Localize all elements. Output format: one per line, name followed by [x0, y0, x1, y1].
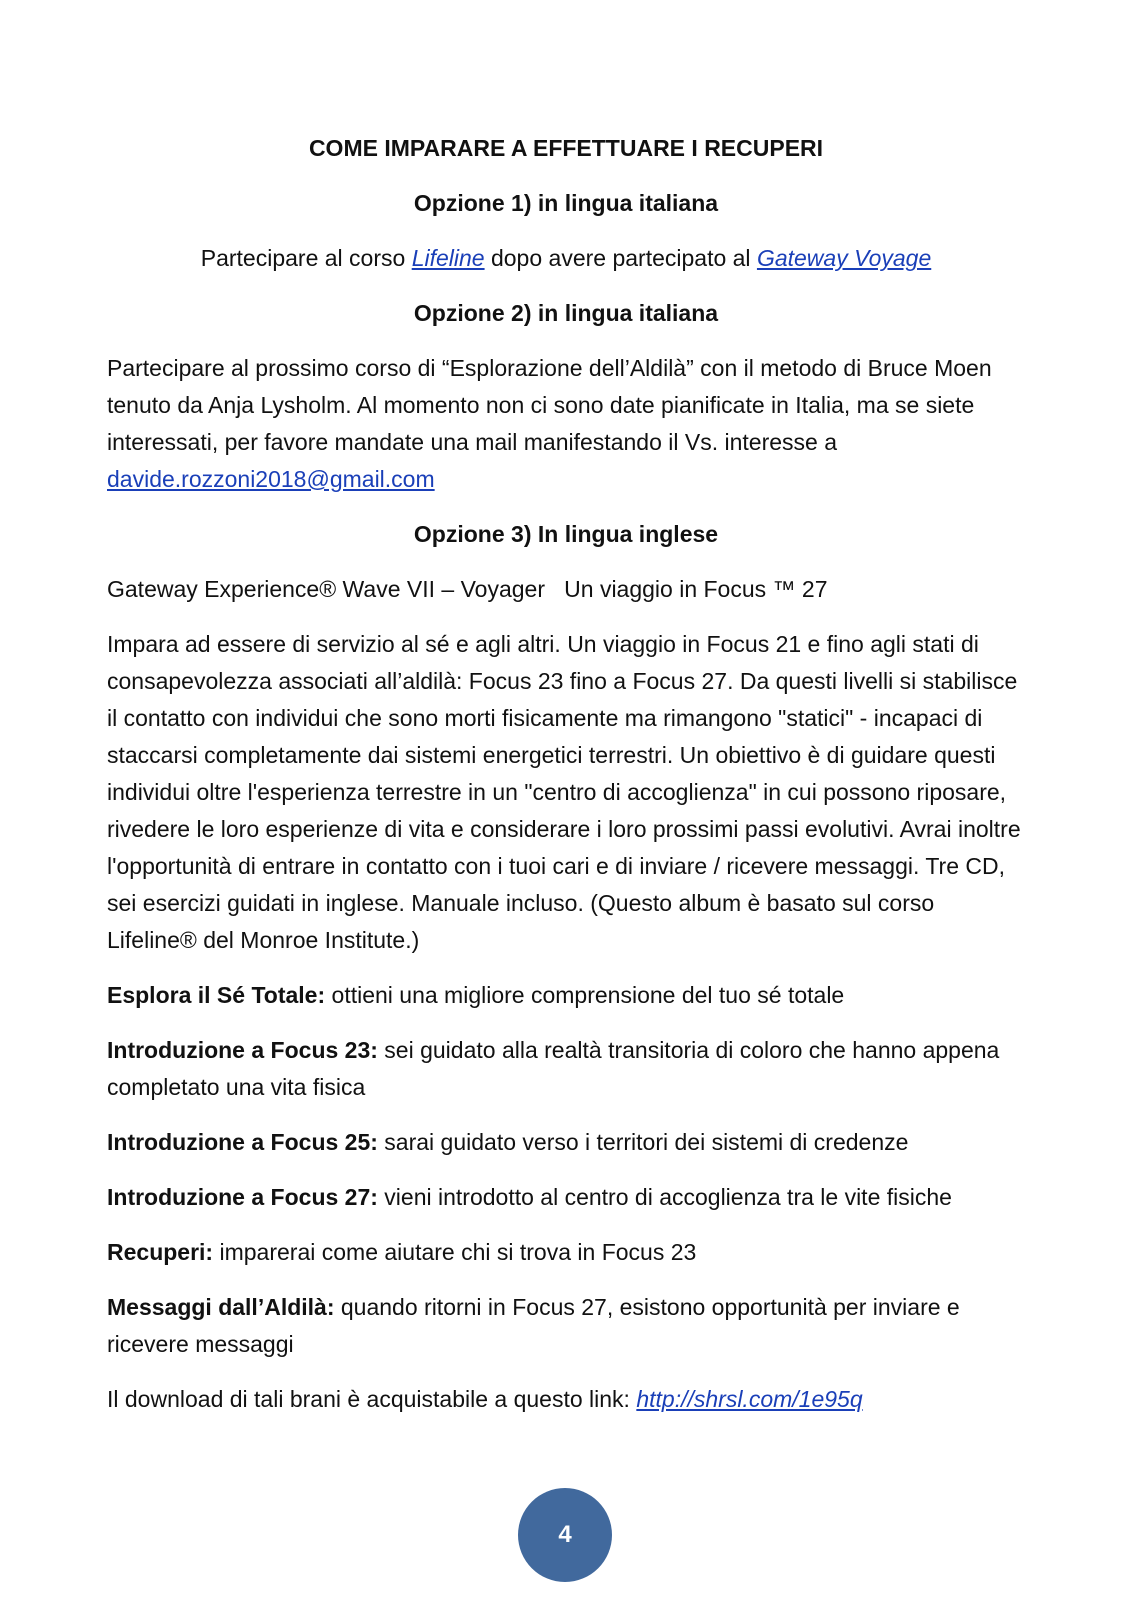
list-item	[107, 977, 1025, 1014]
item-label: Introduzione a Focus 27:	[107, 1184, 378, 1210]
option2-text: Partecipare al prossimo corso di “Esplorazione dell’Aldilà” con il metodo di Bruce Moen tenuto da Anja Lysholm. Al momento non ci sono date pianificate in Italia, ma se siete interessati, per favore mandate una mail manifestando il Vs. interesse a	[107, 355, 992, 455]
option1-heading: Opzione 1) in lingua italiana	[413, 190, 719, 216]
item-text: sei guidato alla realtà transitoria di coloro che hanno appena completato una vita fisica	[107, 1037, 1000, 1100]
list-item	[107, 1032, 1025, 1106]
item-text: imparerai come aiutare chi si trova in Focus 23	[213, 1239, 697, 1265]
item-label: Recuperi:	[107, 1239, 214, 1265]
download-paragraph	[107, 1381, 1025, 1418]
item-text: vieni introdotto al centro di accoglienza tra le vite fisiche	[377, 1184, 952, 1210]
option1-text-before: Partecipare al corso	[200, 245, 412, 271]
option3-heading: Opzione 3) In lingua inglese	[413, 521, 719, 547]
list-item	[107, 1289, 1025, 1363]
page-content	[107, 130, 1025, 1436]
download-link[interactable]: http://shrsl.com/1e95q	[636, 1386, 863, 1412]
download-text: Il download di tali brani è acquistabile a questo link:	[107, 1386, 637, 1412]
list-item	[107, 1234, 1025, 1271]
option2-heading: Opzione 2) in lingua italiana	[413, 300, 719, 326]
lifeline-link[interactable]: Lifeline	[411, 245, 485, 271]
item-label: Introduzione a Focus 25:	[107, 1129, 378, 1155]
page-number: 4	[558, 1521, 572, 1548]
page-title: COME IMPARARE A EFFETTUARE I RECUPERI	[308, 135, 824, 161]
option1-text-middle: dopo avere partecipato al	[484, 245, 757, 271]
page-number-badge	[518, 1488, 612, 1582]
item-text: quando ritorni in Focus 27, esistono opportunità per inviare e ricevere messaggi	[107, 1294, 960, 1357]
item-label: Esplora il Sé Totale:	[107, 982, 326, 1008]
product-line: Gateway Experience® Wave VII – Voyager Un viaggio in Focus ™ 27	[107, 576, 828, 602]
item-text: ottieni una migliore comprensione del tuo sé totale	[325, 982, 845, 1008]
gateway-voyage-link[interactable]: Gateway Voyage	[756, 245, 932, 271]
option3-description: Impara ad essere di servizio al sé e agli altri. Un viaggio in Focus 21 e fino agli stati di consapevolezza associati all’aldilà: Focus 23 fino a Focus 27. Da questi livelli si stabilisce il contatto con individui che sono morti fisicamente ma rimangono "statici" - incapaci di staccarsi completamente dai sistemi energetici terrestri. Un obiettivo è di guidare questi individui oltre l'esperienza terrestre in un "centro di accoglienza" in cui possono riposare, rivedere le loro esperienze di vita e considerare i loro prossimi passi evolutivi. Avrai inoltre l'opportunità di entrare in contatto con i tuoi cari e di inviare / ricevere messaggi. Tre CD, sei esercizi guidati in inglese. Manuale incluso. (Questo album è basato sul corso Lifeline® del Monroe Institute.)	[107, 631, 1021, 953]
list-item	[107, 1179, 1025, 1216]
item-label: Messaggi dall’Aldilà:	[107, 1294, 335, 1320]
option2-paragraph	[107, 350, 1025, 498]
email-link[interactable]: davide.rozzoni2018@gmail.com	[107, 466, 435, 492]
item-text: sarai guidato verso i territori dei sistemi di credenze	[377, 1129, 909, 1155]
list-item	[107, 1124, 1025, 1161]
option1-paragraph	[107, 240, 1025, 277]
item-label: Introduzione a Focus 23:	[107, 1037, 378, 1063]
